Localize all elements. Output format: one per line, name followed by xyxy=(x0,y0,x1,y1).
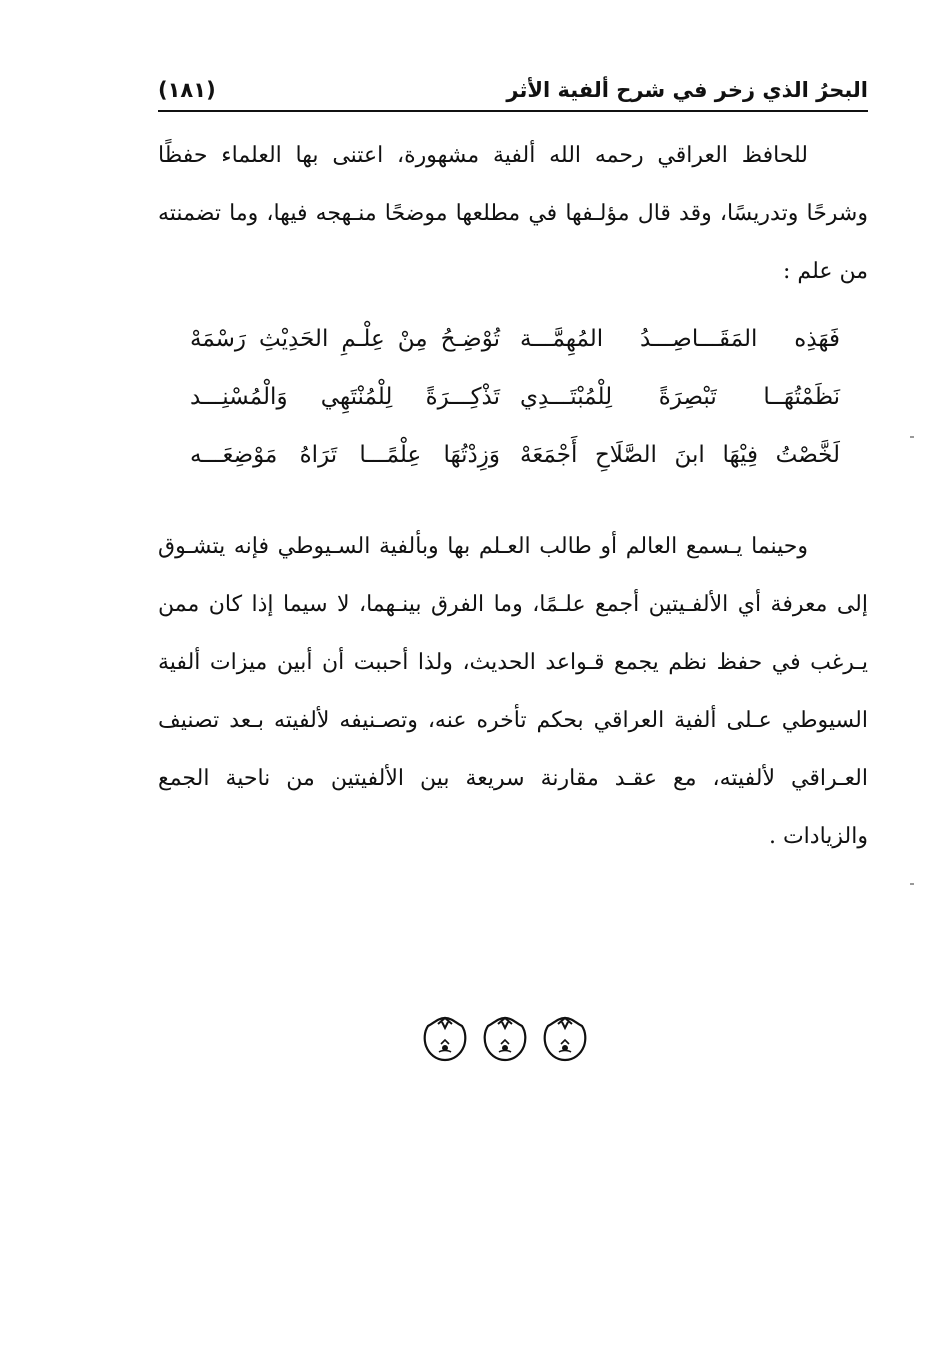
verse-first-hemistich: لَخَّصْتُ فِيْهَا ابنَ الصَّلَاحِ أَجْمَعَهْ xyxy=(520,442,840,468)
verse-second-hemistich: تُوْضِـحُ مِنْ عِلْـمِ الحَدِيْثِ رَسْمَهْ xyxy=(190,326,500,352)
poem-verse xyxy=(190,376,840,434)
body-paragraph-text: وحينما يـسمع العالم أو طالب العـلم بها وبألفية السـيوطي فإنه يتشـوق إلى معرفة أي الألفـيتين أجمع علـمًا، وما الفرق بينـهما، لا سيما إذا كان ممن يـرغب في حفظ نظم يجمع قـواعد الحديث، ولذا أحببت أن أبين ميزات ألفية السيوطي عـلى ألفية العراقي بحكم تأخره عنه، وتصـنيفه لألفيته بـعد تصنيف العـراقي لألفيته، مع عقـد مقارنة سريعة بين الألفيتين من ناحية الجمع والزيادات . xyxy=(158,534,868,849)
poem-verse xyxy=(190,318,840,376)
body-paragraph xyxy=(158,518,868,866)
running-header xyxy=(158,72,868,112)
scan-speck xyxy=(910,436,914,438)
poem-verse xyxy=(190,434,840,492)
poem-block xyxy=(190,318,840,492)
book-title: البحرُ الذي زخر في شرح ألفية الأثر xyxy=(506,78,868,102)
intro-paragraph-text: للحافظ العراقي رحمه الله ألفية مشهورة، اعتنى بها العلماء حفظًا وشرحًا وتدريسًا، وقد قال مؤلـفها في مطلعها موضحًا منـهجه فيها، وما تضمنته من علم : xyxy=(158,143,868,284)
page-number: (١٨١) xyxy=(158,78,216,102)
floral-ornament-icon xyxy=(540,1014,590,1064)
floral-ornament-icon xyxy=(420,1014,470,1064)
section-end-ornaments xyxy=(420,1014,590,1068)
verse-second-hemistich: تَذْكِـــرَةً لِلْمُنْتَهِي وَالْمُسْنِـــد xyxy=(190,384,500,410)
verse-first-hemistich: فَهَذِه المَقَـــاصِـــدُ المُهِمَّـــة xyxy=(520,326,840,352)
verse-first-hemistich: نَظَمْتُهَــا تَبْصِرَةً لِلْمُبْتَـــدِي xyxy=(520,384,840,410)
verse-second-hemistich: وَزِدْتُهَا عِلْمًـــا تَرَاهُ مَوْضِعَـــه xyxy=(190,442,500,468)
floral-ornament-icon xyxy=(480,1014,530,1064)
header-divider xyxy=(158,110,868,112)
intro-paragraph xyxy=(158,127,868,301)
scan-speck xyxy=(910,883,914,885)
